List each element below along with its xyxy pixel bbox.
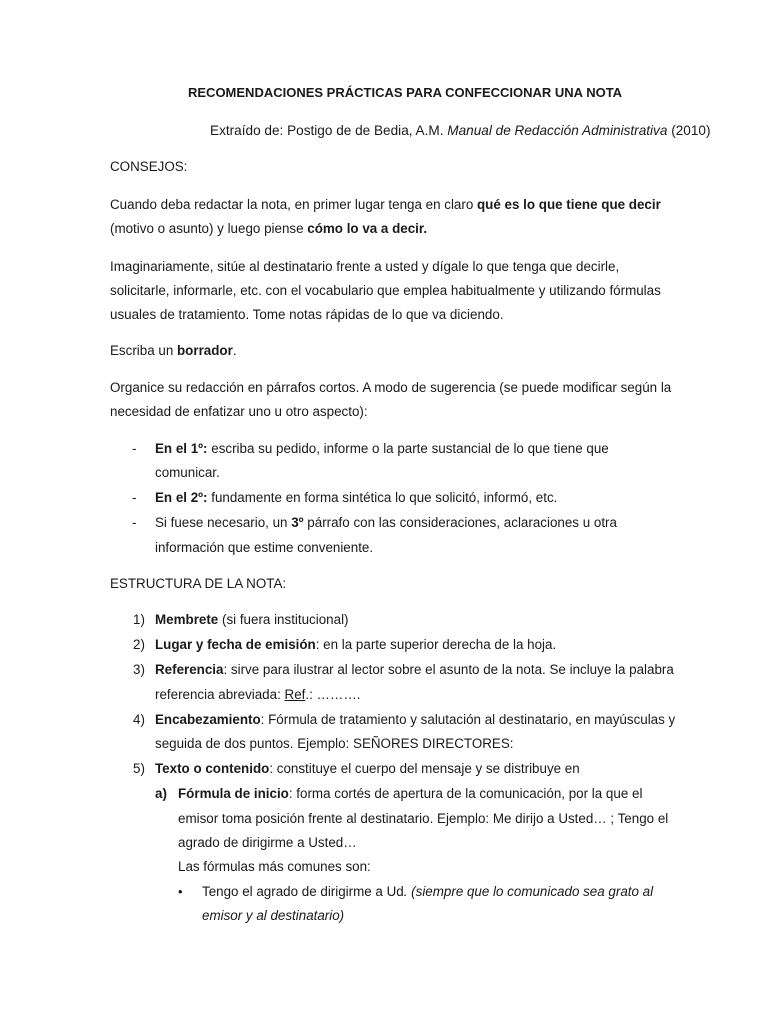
ref-prefix: referencia abreviada: (155, 687, 285, 702)
estructura-num-3: 3) (133, 662, 145, 677)
dash-item-3-bold: 3º (291, 515, 304, 530)
estructura-item-2-bold: Lugar y fecha de emisión (155, 637, 316, 652)
bullet-item-1-line2: emisor y al destinatario) (202, 908, 345, 923)
document-title: RECOMENDACIONES PRÁCTICAS PARA CONFECCIONAR UNA NOTA (188, 85, 623, 100)
dash-item-2-bold: En el 2º: (155, 490, 212, 505)
sub-a-line1 (178, 785, 642, 803)
bullet-item-1-italic: . (siempre que lo comunicado sea grato al (403, 884, 654, 899)
ref-abbrev: Ref (284, 687, 306, 702)
estructura-item-2 (155, 636, 556, 654)
p1-text-2: (motivo o asunto) y luego piense (110, 221, 308, 236)
sub-a-letter: a) (155, 786, 167, 801)
p1-bold: qué es lo que tiene que decir (477, 197, 661, 212)
estructura-item-3-bold: Referencia (155, 662, 224, 677)
consejos-p2-line3: usuales de tratamiento. Tome notas rápidas de lo que va diciendo. (110, 307, 504, 322)
consejos-p1-line1 (110, 196, 661, 214)
dash-item-3-text: Si fuese necesario, un (155, 515, 292, 530)
estructura-item-4-line1 (155, 711, 675, 729)
estructura-item-5-bold: Texto o contenido (155, 761, 270, 776)
p1-bold-2: cómo lo va a decir. (307, 221, 428, 236)
sub-a-line4: Las fórmulas más comunes son: (178, 859, 371, 874)
estructura-item-4-line2: seguida de dos puntos. Ejemplo: SEÑORES DIRECTORES: (155, 736, 514, 751)
dash-item-3-text-2: párrafo con las consideraciones, aclaraciones u otra (303, 515, 617, 530)
estructura-item-1 (155, 611, 349, 629)
dash-marker-1: - (132, 441, 137, 456)
consejos-p3 (110, 342, 237, 360)
consejos-p2-line2: solicitarle, informarle, etc. con el vocabulario que emplea habitualmente y utilizando fórmulas (110, 283, 661, 298)
dash-item-1-line1 (155, 440, 609, 458)
bullet-marker-1: • (178, 884, 183, 899)
bullet-item-1-text: Tengo el agrado de dirigirme a Ud (202, 884, 404, 899)
estructura-item-5-text: : constituye el cuerpo del mensaje y se distribuye en (269, 761, 580, 776)
consejos-p4-line2: necesidad de enfatizar uno u otro aspecto): (110, 404, 368, 419)
estructura-num-4: 4) (133, 712, 145, 727)
estructura-item-4-bold: Encabezamiento (155, 712, 261, 727)
estructura-item-1-text: (si fuera institucional) (218, 612, 349, 627)
estructura-item-3-line2 (155, 686, 360, 704)
estructura-item-1-bold: Membrete (155, 612, 219, 627)
estructura-item-5 (155, 760, 580, 778)
estructura-item-2-text: : en la parte superior derecha de la hoja. (315, 637, 557, 652)
estructura-num-1: 1) (133, 612, 145, 627)
estructura-item-3-line1 (155, 661, 674, 679)
dash-item-2-text: fundamente en forma sintética lo que solicitó, informó, etc. (211, 490, 558, 505)
source-year: (2010) (667, 123, 711, 138)
p3-text: Escriba un (110, 343, 177, 358)
dash-item-2-line1 (155, 489, 557, 507)
p3-period: . (232, 343, 237, 358)
sub-a-text: : forma cortés de apertura de la comunicación, por la que el (288, 786, 643, 801)
consejos-p1-line2 (110, 220, 427, 238)
estructura-heading: ESTRUCTURA DE LA NOTA: (110, 576, 287, 591)
source-book-title: Manual de Redacción Administrativa (447, 123, 668, 138)
p3-bold: borrador (177, 343, 233, 358)
estructura-num-2: 2) (133, 637, 145, 652)
source-citation (210, 122, 711, 140)
source-prefix: Extraído de: Postigo de de Bedia, A.M. (210, 123, 448, 138)
sub-a-line3: agrado de dirigirme a Usted… (178, 835, 357, 850)
consejos-heading: CONSEJOS: (110, 159, 188, 174)
dash-item-1-line2: comunicar. (155, 465, 220, 480)
consejos-p4-line1: Organice su redacción en párrafos cortos. A modo de sugerencia (se puede modificar según la (110, 380, 672, 395)
estructura-item-4-text: : Fórmula de tratamiento y salutación al destinatario, en mayúsculas y (260, 712, 676, 727)
sub-a-line2: emisor toma posición frente al destinatario. Ejemplo: Me dirijo a Usted… ; Tengo el (178, 811, 669, 826)
dash-item-1-text: escriba su pedido, informe o la parte sustancial de lo que tiene que (211, 441, 609, 456)
dash-item-3-line1 (155, 514, 617, 532)
bullet-item-1-line1 (202, 883, 653, 901)
p1-text: Cuando deba redactar la nota, en primer lugar tenga en claro (110, 197, 477, 212)
ref-suffix: .: ………. (305, 687, 361, 702)
dash-marker-2: - (132, 490, 137, 505)
dash-item-1-bold: En el 1º: (155, 441, 212, 456)
estructura-item-3-text: : sirve para ilustrar al lector sobre el asunto de la nota. Se incluye la palabra (223, 662, 674, 677)
sub-a-bold: Fórmula de inicio (178, 786, 289, 801)
estructura-num-5: 5) (133, 761, 145, 776)
consejos-p2-line1: Imaginariamente, sitúe al destinatario frente a usted y dígale lo que tenga que decirle, (110, 259, 620, 274)
dash-item-3-line2: información que estime conveniente. (155, 540, 374, 555)
dash-marker-3: - (132, 515, 137, 530)
